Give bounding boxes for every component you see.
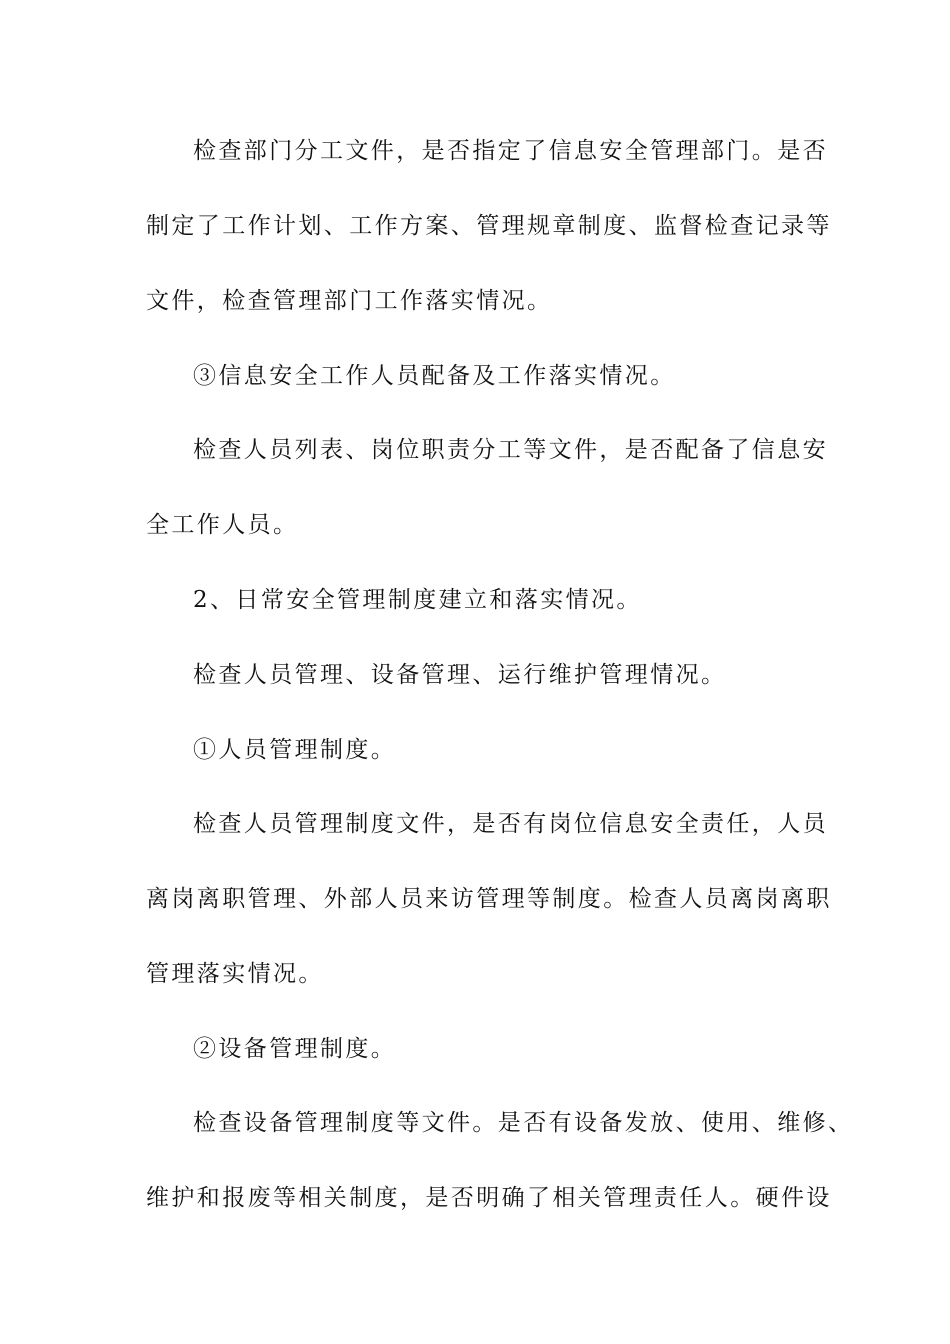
list-item-heading: ②设备管理制度。 bbox=[193, 1036, 397, 1062]
paragraph-line: 全工作人员。 bbox=[146, 512, 299, 538]
list-item-heading: ①人员管理制度。 bbox=[193, 737, 397, 763]
paragraph-line: 离岗离职管理、外部人员来访管理等制度。检查人员离岗离职 bbox=[146, 886, 832, 912]
paragraph-line: 维护和报废等相关制度，是否明确了相关管理责任人。硬件设 bbox=[146, 1185, 832, 1211]
paragraph-line: 检查人员管理制度文件，是否有岗位信息安全责任，人员 bbox=[193, 811, 828, 837]
paragraph-line: 检查人员列表、岗位职责分工等文件，是否配备了信息安 bbox=[193, 437, 828, 463]
list-item-heading: ③信息安全工作人员配备及工作落实情况。 bbox=[193, 363, 676, 389]
paragraph-line: 检查人员管理、设备管理、运行维护管理情况。 bbox=[193, 662, 727, 688]
paragraph-line: 检查设备管理制度等文件。是否有设备发放、使用、维修、 bbox=[193, 1110, 854, 1136]
paragraph-line: 检查部门分工文件，是否指定了信息安全管理部门。是否 bbox=[193, 138, 828, 164]
paragraph-line: 制定了工作计划、工作方案、管理规章制度、监督检查记录等 bbox=[146, 213, 832, 239]
paragraph-line: 文件，检查管理部门工作落实情况。 bbox=[146, 288, 553, 314]
section-heading: 2、日常安全管理制度建立和落实情况。 bbox=[193, 587, 642, 613]
paragraph-line: 管理落实情况。 bbox=[146, 961, 324, 987]
